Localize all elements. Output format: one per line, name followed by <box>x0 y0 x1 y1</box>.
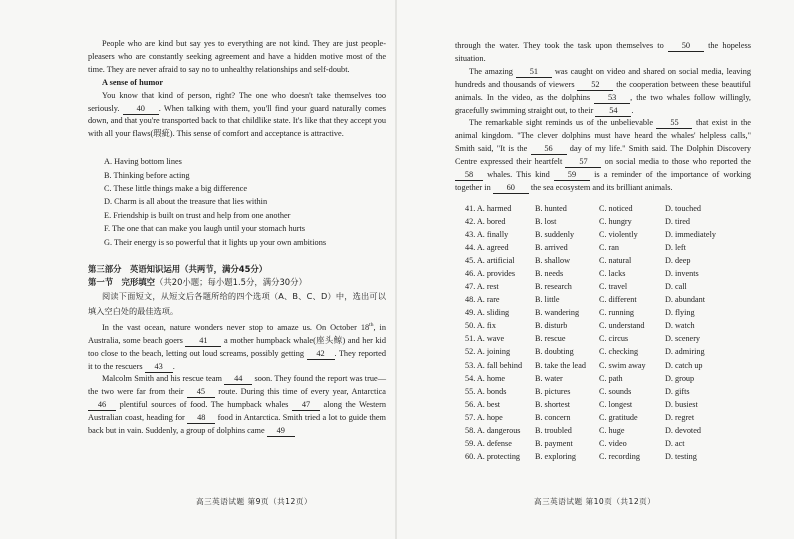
choice-option: 55. A. bonds <box>465 386 507 396</box>
blank-47: 47 <box>292 400 320 411</box>
blank-53: 53 <box>594 93 630 104</box>
p4-text-b: was caught on video and shared on social media, leaving hundreds and thousands of viewers <box>455 66 752 89</box>
choice-option: 42. A. bored <box>465 216 506 226</box>
blank-50: 50 <box>668 41 704 52</box>
option-f: F. The one that can make you laugh until your stomach hurts <box>104 224 306 234</box>
humor-text-1: You know that kind of person, right? The one who doesn't take themselves too seriously. <box>88 90 386 113</box>
choice-option: 54. A. home <box>465 373 506 383</box>
choice-option: C. understand <box>599 321 645 331</box>
blank-48: 48 <box>187 413 215 424</box>
choice-option: D. abundant <box>665 295 706 305</box>
blank-58: 58 <box>455 170 483 181</box>
choice-option: D. group <box>665 373 695 383</box>
blank-60: 60 <box>493 183 529 194</box>
choice-option: B. wandering <box>535 308 580 318</box>
choice-option: D. scenery <box>665 334 701 344</box>
choice-option: 45. A. artificial <box>465 256 515 266</box>
choice-option: B. disturb <box>535 321 568 331</box>
choice-row <box>465 425 735 438</box>
choice-option: 47. A. rest <box>465 282 499 292</box>
choice-row <box>465 294 735 307</box>
p2-text-f: food in Antarctica. Smith tried a lot to guide them back but in vain. Suddenly, a group of dolphins came <box>88 413 387 436</box>
right-column <box>455 40 751 464</box>
p1-text-b: , in Australia, some beach goers <box>88 322 386 345</box>
cloze-paragraph-5 <box>455 117 751 194</box>
choice-option: B. payment <box>535 438 573 448</box>
subsection-name: 第一节 完形填空 <box>88 277 155 288</box>
blank-42: 42 <box>307 349 335 360</box>
choice-row <box>465 281 735 294</box>
choice-option: C. recording <box>599 451 640 461</box>
intro-paragraph: People who are kind but say yes to everything are not kind. They are just people-pleasers who are constantly seeking agreement and have a hidden motive most of the time. They are never afraid to say no to unhealthy relationships and self-doubt. <box>88 39 386 74</box>
p3-text-a: through the water. They took the task upon themselves to <box>455 41 664 50</box>
blank-56: 56 <box>531 144 567 155</box>
p5-text-e: whales. This kind <box>487 170 550 180</box>
choice-table <box>465 203 735 464</box>
p1-text-e: . <box>172 361 175 371</box>
cloze-instructions: 阅读下面短文，从短文后各题所给的四个选项（A、B、C、D）中，选出可以填入空白处的最佳选项。 <box>88 291 386 317</box>
choice-option: C. longest <box>599 399 633 409</box>
cloze-paragraph-2 <box>88 373 386 438</box>
blank-51: 51 <box>516 67 552 78</box>
p2-text-c: route. During this time of every year, Antarctica <box>218 387 386 397</box>
choice-option: C. circus <box>599 334 629 344</box>
blank-52: 52 <box>577 80 613 91</box>
humor-paragraph <box>88 90 386 142</box>
option-b: B. Thinking before acting <box>104 170 190 180</box>
choice-option: C. video <box>599 438 627 448</box>
option-e: E. Friendship is built on trust and help from one another <box>104 210 291 220</box>
p1-sup: th <box>369 322 374 329</box>
choice-option: B. troubled <box>535 425 572 435</box>
choice-option: D. deep <box>665 256 691 266</box>
p2-text-b: soon. They found the report was true—the two were far from their <box>88 374 386 397</box>
choice-option: D. call <box>665 282 687 292</box>
choice-option: 41. A. harmed <box>465 203 512 213</box>
choice-option: C. noticed <box>599 203 633 213</box>
choice-option: D. gifts <box>665 386 690 396</box>
choice-row <box>465 372 735 385</box>
p2-text-d: plentiful sources of food. The humpback whales <box>119 400 289 410</box>
choice-option: D. regret <box>665 412 695 422</box>
choice-option: B. lost <box>535 216 557 226</box>
p4-text-d: , the two whales follow willingly, gracefully swimming straight out, to their <box>455 92 752 115</box>
choice-option: 48. A. rare <box>465 295 500 305</box>
choice-option: D. touched <box>665 203 701 213</box>
right-page <box>397 0 794 539</box>
choice-row <box>465 307 735 320</box>
p5-text-c: day of my life." Smith said. The Dolphin Discovery Centre expressed their heartfelt <box>455 144 751 167</box>
choice-row <box>465 438 735 451</box>
choice-option: B. rescue <box>535 334 566 344</box>
choice-option: B. suddenly <box>535 230 575 240</box>
choice-option: D. tired <box>665 216 691 226</box>
choice-option: B. pictures <box>535 386 571 396</box>
choice-row <box>465 412 735 425</box>
blank-55: 55 <box>656 118 692 129</box>
choice-option: C. ran <box>599 243 620 253</box>
choice-option: B. needs <box>535 269 564 279</box>
p3-text-b: the hopeless situation. <box>455 41 751 63</box>
option-d: D. Charm is all about the treasure that lies within <box>104 197 268 207</box>
choice-option: B. arrived <box>535 243 568 253</box>
choice-row <box>465 386 735 399</box>
option-a: A. Having bottom lines <box>104 157 182 167</box>
choice-option: D. act <box>665 438 685 448</box>
p1-text-c: a mother humpback whale(座头鲸) and her kid too close to the beach, letting out loud screams, possibly getting <box>88 335 387 358</box>
left-column <box>88 38 386 438</box>
choice-option: 49. A. sliding <box>465 308 510 318</box>
choice-option: B. take the lead <box>535 360 586 370</box>
choice-option: D. watch <box>665 321 695 331</box>
p4-text-c: the cooperation between these beautiful animals. In the video, as the dolphins <box>455 79 751 102</box>
p2-text-a: Malcolm Smith and his rescue team <box>102 374 222 384</box>
choice-option: 50. A. fix <box>465 321 496 331</box>
choice-option: D. testing <box>665 451 697 461</box>
humor-text-2: . When talking with them, you'll find your guard naturally comes down, and that you're transported back to that childlike state. It's like that they accept you with all your flaws(瑕疵). This sense of comfort and acceptance is attractive. <box>88 103 387 139</box>
choice-row <box>465 242 735 255</box>
choice-option: B. concern <box>535 412 571 422</box>
choice-option: B. research <box>535 282 572 292</box>
choice-option: C. swim away <box>599 360 646 370</box>
subsection-desc: （共20小题；每小题1.5分，满分30分） <box>155 277 307 288</box>
choice-row <box>465 229 735 242</box>
right-page-footer: 高三英语试题 第10页（共12页） <box>534 497 656 506</box>
choice-option: C. different <box>599 295 637 305</box>
choice-row <box>465 399 735 412</box>
section-title: 第三部分 英语知识运用（共两节，满分45分） <box>88 264 268 275</box>
choice-option: C. path <box>599 373 623 383</box>
choice-option: D. devoted <box>665 425 701 435</box>
choice-option: D. busiest <box>665 399 698 409</box>
cloze-paragraph-4 <box>455 66 751 118</box>
blank-41: 41 <box>185 336 221 347</box>
choice-option: B. little <box>535 295 560 305</box>
blank-59: 59 <box>554 170 590 181</box>
p4-text-e: . <box>631 105 634 115</box>
p2-text-e: along the Western Australian coast, heading for <box>88 400 387 423</box>
choice-option: 51. A. wave <box>465 334 505 344</box>
choice-option: C. hungry <box>599 216 632 226</box>
left-page-footer: 高三英语试题 第9页（共12页） <box>196 497 313 506</box>
choice-option: 60. A. protecting <box>465 451 521 461</box>
cloze-paragraph-1 <box>88 319 386 373</box>
choice-option: C. gratitude <box>599 412 638 422</box>
choice-option: D. left <box>665 243 686 253</box>
choice-option: C. running <box>599 308 635 318</box>
choice-option: B. shallow <box>535 256 571 266</box>
choice-row <box>465 203 735 216</box>
blank-40: 40 <box>123 104 159 115</box>
blank-49: 49 <box>267 426 295 437</box>
choice-row <box>465 451 735 464</box>
choice-option: C. sounds <box>599 386 632 396</box>
choice-option: D. invents <box>665 269 699 279</box>
option-list <box>104 155 386 249</box>
p5-text-a: The remarkable sight reminds us of the unbelievable <box>469 118 654 128</box>
choice-option: 52. A. joining <box>465 347 511 357</box>
choice-option: B. hunted <box>535 203 567 213</box>
blank-44: 44 <box>224 374 252 385</box>
choice-option: 56. A. best <box>465 399 501 409</box>
choice-option: D. catch up <box>665 360 703 370</box>
choice-row <box>465 359 735 372</box>
p5-text-g: the sea ecosystem and its brilliant animals. <box>530 182 673 192</box>
blank-54: 54 <box>595 106 631 117</box>
choice-option: B. doubting <box>535 347 574 357</box>
choice-option: D. admiring <box>665 347 705 357</box>
subsection-title <box>88 276 386 289</box>
choice-row <box>465 255 735 268</box>
blank-46: 46 <box>88 400 116 411</box>
choice-option: C. violently <box>599 230 638 240</box>
p1-text-d: . They reported it to the rescuers <box>88 348 386 371</box>
option-c: C. These little things make a big difference <box>104 184 248 194</box>
choice-option: 46. A. provides <box>465 269 516 279</box>
choice-option: C. checking <box>599 347 639 357</box>
p5-text-d: on social media to those who reported the <box>604 157 751 167</box>
choice-row <box>465 320 735 333</box>
choice-option: B. exploring <box>535 451 576 461</box>
choice-option: 53. A. fall behind <box>465 360 523 370</box>
cloze-paragraph-3 <box>455 40 751 66</box>
choice-option: 58. A. dangerous <box>465 425 521 435</box>
choice-option: 44. A. agreed <box>465 243 509 253</box>
humor-heading: A sense of humor <box>102 77 164 87</box>
option-g: G. Their energy is so powerful that it lights up your own ambitions <box>104 237 327 247</box>
choice-option: 59. A. defense <box>465 438 512 448</box>
p1-text-a: In the vast ocean, nature wonders never stop to amaze us. On October 18 <box>102 322 370 332</box>
choice-option: C. huge <box>599 425 625 435</box>
choice-option: 57. A. hope <box>465 412 503 422</box>
choice-option: B. shortest <box>535 399 571 409</box>
blank-45: 45 <box>187 387 215 398</box>
choice-option: B. water <box>535 373 563 383</box>
p5-text-f: is a reminder of the importance of working together in <box>455 170 751 192</box>
blank-57: 57 <box>565 157 601 168</box>
choice-option: C. natural <box>599 256 632 266</box>
blank-43: 43 <box>145 362 173 373</box>
choice-option: 43. A. finally <box>465 230 509 240</box>
p4-text-a: The amazing <box>469 66 513 76</box>
p5-text-b: that exist in the animal kingdom. "The clever dolphins must have heard the whales' helpless calls," Smith said, "It is the <box>455 118 751 154</box>
choice-row <box>465 333 735 346</box>
choice-option: D. flying <box>665 308 695 318</box>
choice-row <box>465 346 735 359</box>
choice-option: C. travel <box>599 282 628 292</box>
choice-option: D. immediately <box>665 230 716 240</box>
choice-option: C. lacks <box>599 269 626 279</box>
choice-row <box>465 216 735 229</box>
choice-row <box>465 268 735 281</box>
